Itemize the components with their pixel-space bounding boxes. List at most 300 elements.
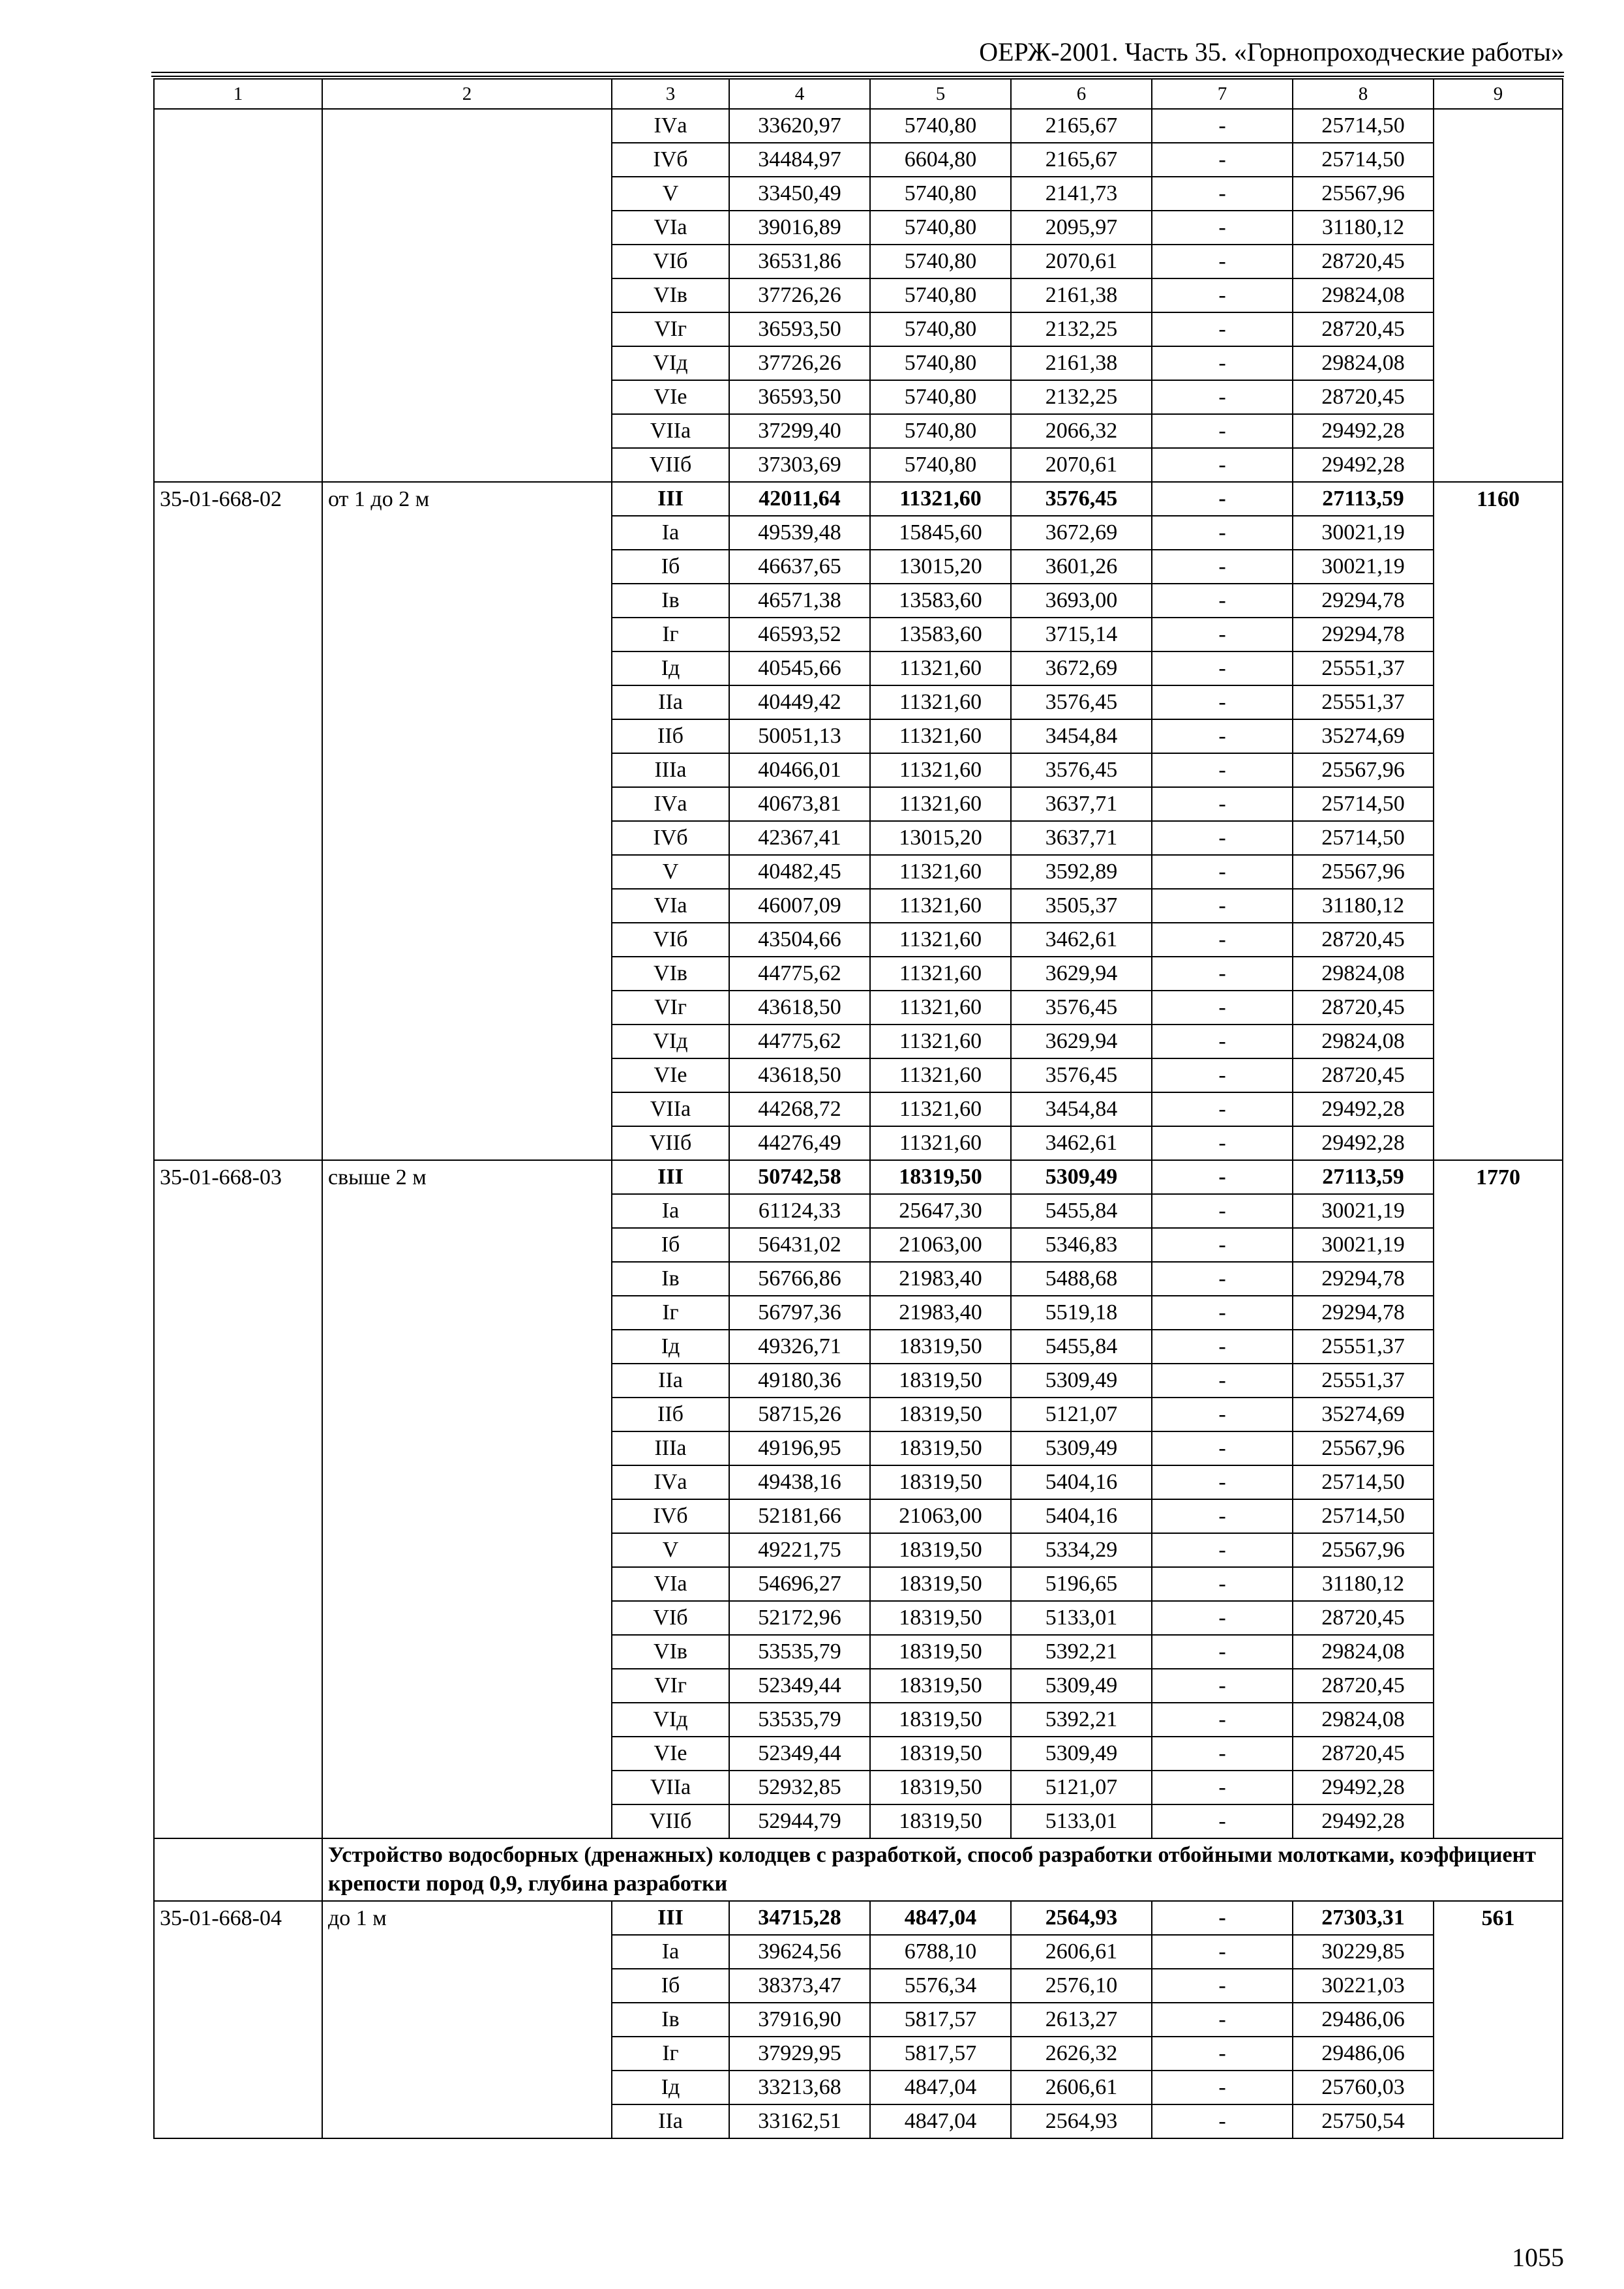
rock-category-cell: Iг [612,2037,729,2071]
machine-operation-cell: 5455,84 [1011,1194,1152,1228]
machinist-wages-cell: - [1152,482,1293,516]
rock-category-cell: Iа [612,1935,729,1969]
machinist-wages-cell: - [1152,1703,1293,1737]
section-heading: Устройство водосборных (дренажных) колодцев с разработкой, способ разработки отбойными молотками, коэффициент крепости пород 0,9, глубина разработки [322,1838,1563,1901]
materials-cost-cell: 25551,37 [1293,1364,1434,1398]
rock-category-cell: III [612,482,729,516]
rock-category-cell: Iв [612,584,729,618]
materials-cost-cell: 31180,12 [1293,889,1434,923]
materials-cost-cell: 29492,28 [1293,448,1434,482]
direct-costs-cell: 52944,79 [729,1804,870,1838]
direct-costs-cell: 38373,47 [729,1969,870,2003]
machinist-wages-cell: - [1152,1771,1293,1804]
direct-costs-cell: 36593,50 [729,380,870,414]
direct-costs-cell: 42367,41 [729,821,870,855]
labor-wages-cell: 18319,50 [870,1465,1011,1499]
materials-cost-cell: 30229,85 [1293,1935,1434,1969]
direct-costs-cell: 40545,66 [729,651,870,685]
materials-cost-cell: 30021,19 [1293,550,1434,584]
materials-cost-cell: 25551,37 [1293,685,1434,719]
machine-operation-cell: 3454,84 [1011,719,1152,753]
machine-operation-cell: 2606,61 [1011,1935,1152,1969]
machinist-wages-cell: - [1152,1804,1293,1838]
materials-cost-cell: 29294,78 [1293,618,1434,651]
rock-category-cell: VIв [612,278,729,312]
materials-cost-cell: 30221,03 [1293,1969,1434,2003]
machinist-wages-cell: - [1152,516,1293,550]
labor-wages-cell: 18319,50 [870,1804,1011,1838]
machinist-wages-cell: - [1152,1194,1293,1228]
machine-operation-cell: 3462,61 [1011,1126,1152,1160]
machine-operation-cell: 5309,49 [1011,1431,1152,1465]
materials-cost-cell: 29824,08 [1293,1025,1434,1058]
code-cell: 35-01-668-03 [154,1160,322,1838]
machine-operation-cell: 3462,61 [1011,923,1152,957]
machine-operation-cell: 2564,93 [1011,2104,1152,2138]
labor-wages-cell: 13583,60 [870,584,1011,618]
direct-costs-cell: 37929,95 [729,2037,870,2071]
machine-operation-cell: 5309,49 [1011,1364,1152,1398]
machine-operation-cell: 2564,93 [1011,1901,1152,1935]
labor-wages-cell: 18319,50 [870,1601,1011,1635]
rock-category-cell: IIIа [612,1431,729,1465]
direct-costs-cell: 49539,48 [729,516,870,550]
labor-wages-cell: 25647,30 [870,1194,1011,1228]
direct-costs-cell: 40449,42 [729,685,870,719]
materials-cost-cell: 28720,45 [1293,991,1434,1025]
materials-cost-cell: 25714,50 [1293,821,1434,855]
materials-cost-cell: 29492,28 [1293,1126,1434,1160]
materials-cost-cell: 25714,50 [1293,1499,1434,1533]
direct-costs-cell: 43504,66 [729,923,870,957]
machinist-wages-cell: - [1152,1092,1293,1126]
direct-costs-cell: 53535,79 [729,1703,870,1737]
machinist-wages-cell: - [1152,1160,1293,1194]
materials-cost-cell: 30021,19 [1293,1228,1434,1262]
labor-wages-cell: 18319,50 [870,1364,1011,1398]
machinist-wages-cell: - [1152,2071,1293,2104]
machine-operation-cell: 5309,49 [1011,1737,1152,1771]
materials-cost-cell: 29824,08 [1293,278,1434,312]
machine-operation-cell: 5334,29 [1011,1533,1152,1567]
materials-cost-cell: 35274,69 [1293,719,1434,753]
table-row [154,1160,1563,1194]
direct-costs-cell: 37303,69 [729,448,870,482]
materials-cost-cell: 28720,45 [1293,1601,1434,1635]
machine-operation-cell: 2626,32 [1011,2037,1152,2071]
materials-cost-cell: 29486,06 [1293,2003,1434,2037]
rock-category-cell: VIIб [612,1804,729,1838]
labor-wages-cell: 5740,80 [870,177,1011,211]
labor-wages-cell: 13015,20 [870,821,1011,855]
machinist-wages-cell: - [1152,957,1293,991]
materials-cost-cell: 29486,06 [1293,2037,1434,2071]
rock-category-cell: VIIа [612,1771,729,1804]
machinist-wages-cell: - [1152,821,1293,855]
direct-costs-cell: 34484,97 [729,143,870,177]
labor-wages-cell: 18319,50 [870,1160,1011,1194]
materials-cost-cell: 25760,03 [1293,2071,1434,2104]
labor-wages-cell: 5740,80 [870,380,1011,414]
labor-wages-cell: 18319,50 [870,1398,1011,1431]
machine-operation-cell: 5392,21 [1011,1703,1152,1737]
materials-cost-cell: 29492,28 [1293,1092,1434,1126]
labor-wages-cell: 5740,80 [870,109,1011,143]
machinist-wages-cell: - [1152,1737,1293,1771]
rock-category-cell: VIд [612,346,729,380]
labor-wages-cell: 11321,60 [870,889,1011,923]
rock-category-cell: Iд [612,2071,729,2104]
machinist-wages-cell: - [1152,2003,1293,2037]
direct-costs-cell: 39016,89 [729,211,870,245]
rock-category-cell: III [612,1901,729,1935]
rock-category-cell: IVа [612,787,729,821]
header-rule [151,76,1564,77]
labor-wages-cell: 21063,00 [870,1499,1011,1533]
direct-costs-cell: 36593,50 [729,312,870,346]
labor-wages-cell: 11321,60 [870,753,1011,787]
rock-category-cell: VIд [612,1025,729,1058]
column-number: 6 [1011,79,1152,109]
rock-category-cell: IIа [612,1364,729,1398]
code-cell: 35-01-668-04 [154,1901,322,2138]
rock-category-cell: VIг [612,1669,729,1703]
direct-costs-cell: 52181,66 [729,1499,870,1533]
materials-cost-cell: 29824,08 [1293,346,1434,380]
machinist-wages-cell: - [1152,651,1293,685]
machine-operation-cell: 5404,16 [1011,1499,1152,1533]
rock-category-cell: IIб [612,1398,729,1431]
machinist-wages-cell: - [1152,889,1293,923]
materials-cost-cell: 29824,08 [1293,1635,1434,1669]
machinist-wages-cell: - [1152,1431,1293,1465]
machinist-wages-cell: - [1152,143,1293,177]
materials-cost-cell: 35274,69 [1293,1398,1434,1431]
direct-costs-cell: 49221,75 [729,1533,870,1567]
section-row [154,1838,1563,1901]
machine-operation-cell: 5121,07 [1011,1771,1152,1804]
direct-costs-cell: 49438,16 [729,1465,870,1499]
machinist-wages-cell: - [1152,1533,1293,1567]
direct-costs-cell: 56797,36 [729,1296,870,1330]
machinist-wages-cell: - [1152,414,1293,448]
rock-category-cell: VIг [612,991,729,1025]
labor-wages-cell: 11321,60 [870,651,1011,685]
machine-operation-cell: 2132,25 [1011,380,1152,414]
machine-operation-cell: 3601,26 [1011,550,1152,584]
materials-cost-cell: 25714,50 [1293,109,1434,143]
machinist-wages-cell: - [1152,1330,1293,1364]
machinist-wages-cell: - [1152,109,1293,143]
direct-costs-cell: 56766,86 [729,1262,870,1296]
materials-cost-cell: 28720,45 [1293,923,1434,957]
machinist-wages-cell: - [1152,618,1293,651]
labor-wages-cell: 18319,50 [870,1771,1011,1804]
machinist-wages-cell: - [1152,1901,1293,1935]
machine-operation-cell: 3576,45 [1011,482,1152,516]
column-number: 9 [1434,79,1563,109]
direct-costs-cell: 46007,09 [729,889,870,923]
description-cell: от 1 до 2 м [322,482,612,1160]
direct-costs-cell: 37726,26 [729,278,870,312]
rock-category-cell: VIв [612,957,729,991]
machine-operation-cell: 2070,61 [1011,245,1152,278]
labor-wages-cell: 6788,10 [870,1935,1011,1969]
machinist-wages-cell: - [1152,1398,1293,1431]
rock-category-cell: V [612,1533,729,1567]
materials-cost-cell: 25567,96 [1293,1431,1434,1465]
labor-wages-cell: 5740,80 [870,245,1011,278]
machine-operation-cell: 3576,45 [1011,1058,1152,1092]
direct-costs-cell: 52932,85 [729,1771,870,1804]
description-cell [322,109,612,482]
materials-cost-cell: 29294,78 [1293,584,1434,618]
machine-operation-cell: 3505,37 [1011,889,1152,923]
direct-costs-cell: 44268,72 [729,1092,870,1126]
machinist-wages-cell: - [1152,1025,1293,1058]
labor-wages-cell: 11321,60 [870,1126,1011,1160]
materials-cost-cell: 28720,45 [1293,1669,1434,1703]
price-table [153,78,1563,2139]
rock-category-cell: VIг [612,312,729,346]
rock-category-cell: IVа [612,109,729,143]
description-cell: свыше 2 м [322,1160,612,1838]
direct-costs-cell: 52172,96 [729,1601,870,1635]
direct-costs-cell: 49196,95 [729,1431,870,1465]
direct-costs-cell: 61124,33 [729,1194,870,1228]
machinist-wages-cell: - [1152,855,1293,889]
machinist-wages-cell: - [1152,1364,1293,1398]
direct-costs-cell: 44276,49 [729,1126,870,1160]
labor-wages-cell: 5576,34 [870,1969,1011,2003]
rock-category-cell: VIе [612,1058,729,1092]
rock-category-cell: IVб [612,1499,729,1533]
labor-wages-cell: 15845,60 [870,516,1011,550]
rock-category-cell: VIIа [612,1092,729,1126]
machinist-wages-cell: - [1152,278,1293,312]
machine-operation-cell: 5488,68 [1011,1262,1152,1296]
machine-operation-cell: 2066,32 [1011,414,1152,448]
rock-category-cell: Iв [612,1262,729,1296]
rock-category-cell: Iб [612,550,729,584]
rock-category-cell: VIа [612,889,729,923]
machine-operation-cell: 3715,14 [1011,618,1152,651]
direct-costs-cell: 34715,28 [729,1901,870,1935]
labor-wages-cell: 21063,00 [870,1228,1011,1262]
machine-operation-cell: 5133,01 [1011,1601,1152,1635]
direct-costs-cell: 49180,36 [729,1364,870,1398]
page-header: ОЕРЖ-2001. Часть 35. «Горнопроходческие работы» [979,37,1564,67]
machinist-wages-cell: - [1152,211,1293,245]
direct-costs-cell: 33213,68 [729,2071,870,2104]
price-cell: 561 [1434,1901,1563,2138]
labor-wages-cell: 5817,57 [870,2037,1011,2071]
machine-operation-cell: 5309,49 [1011,1160,1152,1194]
rock-category-cell: V [612,855,729,889]
machine-operation-cell: 3672,69 [1011,651,1152,685]
labor-wages-cell: 18319,50 [870,1635,1011,1669]
labor-wages-cell: 13015,20 [870,550,1011,584]
materials-cost-cell: 25567,96 [1293,177,1434,211]
materials-cost-cell: 25750,54 [1293,2104,1434,2138]
direct-costs-cell: 52349,44 [729,1737,870,1771]
machinist-wages-cell: - [1152,719,1293,753]
table-row [154,109,1563,143]
machinist-wages-cell: - [1152,245,1293,278]
rock-category-cell: VIе [612,380,729,414]
labor-wages-cell: 13583,60 [870,618,1011,651]
machine-operation-cell: 2141,73 [1011,177,1152,211]
machinist-wages-cell: - [1152,787,1293,821]
labor-wages-cell: 11321,60 [870,855,1011,889]
labor-wages-cell: 4847,04 [870,2104,1011,2138]
machine-operation-cell: 3592,89 [1011,855,1152,889]
machinist-wages-cell: - [1152,448,1293,482]
rock-category-cell: Iд [612,1330,729,1364]
price-cell: 1160 [1434,482,1563,1160]
direct-costs-cell: 33162,51 [729,2104,870,2138]
machine-operation-cell: 3637,71 [1011,787,1152,821]
machine-operation-cell: 3672,69 [1011,516,1152,550]
labor-wages-cell: 18319,50 [870,1703,1011,1737]
rock-category-cell: Iа [612,1194,729,1228]
materials-cost-cell: 30021,19 [1293,516,1434,550]
labor-wages-cell: 6604,80 [870,143,1011,177]
machine-operation-cell: 5519,18 [1011,1296,1152,1330]
machine-operation-cell: 2161,38 [1011,278,1152,312]
materials-cost-cell: 25551,37 [1293,1330,1434,1364]
machinist-wages-cell: - [1152,380,1293,414]
direct-costs-cell: 44775,62 [729,1025,870,1058]
rock-category-cell: IVа [612,1465,729,1499]
labor-wages-cell: 5740,80 [870,278,1011,312]
materials-cost-cell: 30021,19 [1293,1194,1434,1228]
labor-wages-cell: 18319,50 [870,1567,1011,1601]
rock-category-cell: VIе [612,1737,729,1771]
materials-cost-cell: 28720,45 [1293,380,1434,414]
labor-wages-cell: 21983,40 [870,1296,1011,1330]
labor-wages-cell: 11321,60 [870,482,1011,516]
machinist-wages-cell: - [1152,2037,1293,2071]
machinist-wages-cell: - [1152,753,1293,787]
price-cell: 1770 [1434,1160,1563,1838]
rock-category-cell: V [612,177,729,211]
machine-operation-cell: 5309,49 [1011,1669,1152,1703]
direct-costs-cell: 40673,81 [729,787,870,821]
direct-costs-cell: 39624,56 [729,1935,870,1969]
direct-costs-cell: 42011,64 [729,482,870,516]
materials-cost-cell: 27113,59 [1293,482,1434,516]
labor-wages-cell: 11321,60 [870,957,1011,991]
materials-cost-cell: 28720,45 [1293,312,1434,346]
direct-costs-cell: 44775,62 [729,957,870,991]
direct-costs-cell: 50051,13 [729,719,870,753]
labor-wages-cell: 5740,80 [870,414,1011,448]
direct-costs-cell: 33450,49 [729,177,870,211]
machinist-wages-cell: - [1152,1969,1293,2003]
labor-wages-cell: 4847,04 [870,1901,1011,1935]
section-spacer [154,1838,322,1901]
machinist-wages-cell: - [1152,1296,1293,1330]
materials-cost-cell: 29824,08 [1293,1703,1434,1737]
direct-costs-cell: 58715,26 [729,1398,870,1431]
rock-category-cell: VIIа [612,414,729,448]
direct-costs-cell: 54696,27 [729,1567,870,1601]
labor-wages-cell: 4847,04 [870,2071,1011,2104]
direct-costs-cell: 36531,86 [729,245,870,278]
machine-operation-cell: 2070,61 [1011,448,1152,482]
materials-cost-cell: 25567,96 [1293,1533,1434,1567]
machinist-wages-cell: - [1152,685,1293,719]
machine-operation-cell: 3629,94 [1011,957,1152,991]
labor-wages-cell: 11321,60 [870,787,1011,821]
column-number: 8 [1293,79,1434,109]
labor-wages-cell: 11321,60 [870,923,1011,957]
machinist-wages-cell: - [1152,1262,1293,1296]
rock-category-cell: Iд [612,651,729,685]
direct-costs-cell: 52349,44 [729,1669,870,1703]
machine-operation-cell: 3454,84 [1011,1092,1152,1126]
machine-operation-cell: 3576,45 [1011,753,1152,787]
rock-category-cell: VIд [612,1703,729,1737]
rock-category-cell: Iб [612,1228,729,1262]
direct-costs-cell: 37726,26 [729,346,870,380]
materials-cost-cell: 29492,28 [1293,1804,1434,1838]
rock-category-cell: VIб [612,245,729,278]
machinist-wages-cell: - [1152,550,1293,584]
page-number: 1055 [1512,2243,1564,2272]
rock-category-cell: Iг [612,618,729,651]
machine-operation-cell: 2165,67 [1011,109,1152,143]
direct-costs-cell: 40482,45 [729,855,870,889]
direct-costs-cell: 49326,71 [729,1330,870,1364]
materials-cost-cell: 25714,50 [1293,1465,1434,1499]
machine-operation-cell: 2613,27 [1011,2003,1152,2037]
direct-costs-cell: 37916,90 [729,2003,870,2037]
materials-cost-cell: 29492,28 [1293,414,1434,448]
materials-cost-cell: 25567,96 [1293,753,1434,787]
labor-wages-cell: 18319,50 [870,1431,1011,1465]
rock-category-cell: VIв [612,1635,729,1669]
rock-category-cell: VIIб [612,1126,729,1160]
machinist-wages-cell: - [1152,991,1293,1025]
direct-costs-cell: 53535,79 [729,1635,870,1669]
machine-operation-cell: 5196,65 [1011,1567,1152,1601]
materials-cost-cell: 27303,31 [1293,1901,1434,1935]
machinist-wages-cell: - [1152,584,1293,618]
column-number: 3 [612,79,729,109]
rock-category-cell: VIа [612,1567,729,1601]
rock-category-cell: VIа [612,211,729,245]
rock-category-cell: Iб [612,1969,729,2003]
machinist-wages-cell: - [1152,1126,1293,1160]
machinist-wages-cell: - [1152,1228,1293,1262]
machinist-wages-cell: - [1152,923,1293,957]
rock-category-cell: VIб [612,1601,729,1635]
rock-category-cell: IIIа [612,753,729,787]
rock-category-cell: VIIб [612,448,729,482]
materials-cost-cell: 29492,28 [1293,1771,1434,1804]
materials-cost-cell: 29824,08 [1293,957,1434,991]
materials-cost-cell: 31180,12 [1293,1567,1434,1601]
machinist-wages-cell: - [1152,1935,1293,1969]
rock-category-cell: Iг [612,1296,729,1330]
machine-operation-cell: 5392,21 [1011,1635,1152,1669]
machinist-wages-cell: - [1152,1058,1293,1092]
labor-wages-cell: 11321,60 [870,991,1011,1025]
column-number: 4 [729,79,870,109]
rock-category-cell: VIб [612,923,729,957]
